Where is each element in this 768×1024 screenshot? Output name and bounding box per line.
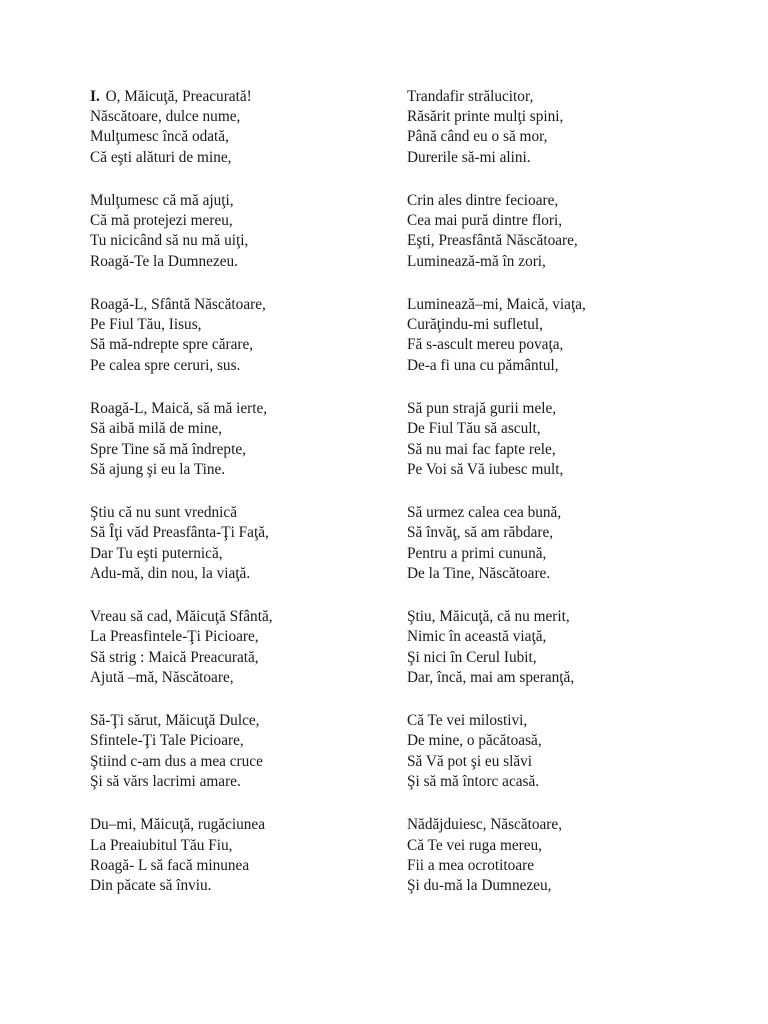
verse-line: De la Tine, Născătoare. (407, 564, 551, 582)
verse-line: Dar, încă, mai am speranţă, (407, 668, 575, 686)
verse-line: Născătoare, dulce nume, (90, 108, 241, 126)
verse-line: Să urmez calea cea bună, (407, 504, 562, 522)
verse-line: Să pun strajă gurii mele, (407, 400, 557, 418)
stanza (90, 503, 390, 584)
verse-line: Du–mi, Măicuţă, rugăciunea (90, 816, 266, 834)
verse-line: Pentru a primi cunună, (407, 544, 547, 562)
stanza (407, 815, 727, 896)
verse-line: Roagă- L să facă minunea (90, 856, 250, 874)
verse-line (90, 87, 390, 107)
verse-line: Şi să mă întorc acasă. (407, 772, 540, 790)
stanza (90, 399, 390, 480)
verse-line: Să Vă pot şi eu slăvi (407, 752, 533, 770)
verse-line: Că mă protejezi mereu, (90, 212, 233, 230)
verse-line: Să învăţ, să am răbdare, (407, 524, 554, 542)
verse-line: De mine, o păcătoasă, (407, 732, 542, 750)
verse-line: Nimic în această viaţă, (407, 628, 547, 646)
stanza (407, 295, 727, 376)
verse-line: Dar Tu eşti puternică, (90, 544, 223, 562)
stanza (90, 295, 390, 376)
verse-line: Vreau să cad, Măicuţă Sfântă, (90, 608, 273, 626)
verse-line: Spre Tine să mă îndrepte, (90, 440, 246, 458)
stanza (407, 191, 727, 272)
verse-line: Răsărit printe mulţi spini, (407, 108, 564, 126)
stanza (407, 399, 727, 480)
verse-line: Cea mai pură dintre flori, (407, 212, 563, 230)
verse-line: Să-Ţi sărut, Măicuţă Dulce, (90, 712, 260, 730)
stanza (90, 191, 390, 272)
verse-line: Fii a mea ocrotitoare (407, 856, 534, 874)
verse-line: Fă s-ascult mereu povaţa, (407, 336, 564, 354)
verse-line: Tu nicicând să nu mă uiţi, (90, 232, 249, 250)
stanza (90, 607, 390, 688)
verse-line: Luminează–mi, Maică, viaţa, (407, 296, 586, 314)
verse-line: Din păcate să înviu. (90, 876, 212, 894)
verse-line: Durerile să-mi alini. (407, 148, 531, 166)
verse-line: Să mă-ndrepte spre cărare, (90, 336, 254, 354)
verse-line: La Preaiubitul Tău Fiu, (90, 836, 233, 854)
verse-line: Ajută –mă, Născătoare, (90, 668, 234, 686)
verse-line: Să Îţi văd Preasfânta-Ţi Faţă, (90, 524, 269, 542)
verse-line: Ştiind c-am dus a mea cruce (90, 752, 263, 770)
verse-line: Nădăjduiesc, Născătoare, (407, 816, 563, 834)
verse-line: Că eşti alături de mine, (90, 148, 232, 166)
verse-line: Pe Voi să Vă iubesc mult, (407, 460, 564, 478)
verse-line: Că Te vei ruga mereu, (407, 836, 542, 854)
poem-number: I. (90, 88, 100, 105)
verse-line: Pe calea spre ceruri, sus. (90, 356, 241, 374)
verse-line: Ştiu că nu sunt vrednică (90, 504, 237, 522)
stanza (90, 815, 390, 896)
verse-line: Roagă-L, Sfântă Născătoare, (90, 296, 266, 314)
verse-line: Mulţumesc încă odată, (90, 128, 229, 146)
verse-line: Şi nici în Cerul Iubit, (407, 648, 537, 666)
verse-line: Să aibă milă de mine, (90, 420, 223, 438)
stanza (407, 87, 727, 168)
left-column (90, 87, 390, 919)
verse-line: Să nu mai fac fapte rele, (407, 440, 556, 458)
verse-line: Până când eu o să mor, (407, 128, 548, 146)
verse-line: Mulţumesc că mă ajuţi, (90, 192, 234, 210)
verse-line: Roagă-Te la Dumnezeu. (90, 252, 239, 270)
stanza (407, 503, 727, 584)
verse-line: Că Te vei milostivi, (407, 712, 528, 730)
stanza (90, 87, 390, 168)
stanza (90, 711, 390, 792)
verse-line: Să ajung şi eu la Tine. (90, 460, 226, 478)
verse-line: Ştiu, Măicuţă, că nu merit, (407, 608, 570, 626)
verse-line: Crin ales dintre fecioare, (407, 192, 559, 210)
right-column (407, 87, 727, 919)
verse-line: Pe Fiul Tău, Iisus, (90, 316, 202, 334)
verse-line: Şi du-mă la Dumnezeu, (407, 876, 552, 894)
verse-line: Şi să vărs lacrimi amare. (90, 772, 241, 790)
verse-line: Eşti, Preasfântă Născătoare, (407, 232, 578, 250)
verse-line: De-a fi una cu pământul, (407, 356, 559, 374)
verse-line: La Preasfintele-Ţi Picioare, (90, 628, 259, 646)
verse-line: De Fiul Tău să ascult, (407, 420, 541, 438)
stanza (407, 711, 727, 792)
stanza (407, 607, 727, 688)
verse-line-text: O, Măicuţă, Preacurată! (105, 88, 252, 105)
verse-line: Sfintele-Ţi Tale Picioare, (90, 732, 244, 750)
verse-line: Să strig : Maică Preacurată, (90, 648, 259, 666)
verse-line: Roagă-L, Maică, să mă ierte, (90, 400, 268, 418)
verse-line: Trandafir strălucitor, (407, 88, 534, 105)
verse-line: Luminează-mă în zori, (407, 252, 546, 270)
verse-line: Curăţindu-mi sufletul, (407, 316, 543, 334)
verse-line: Adu-mă, din nou, la viaţă. (90, 564, 251, 582)
